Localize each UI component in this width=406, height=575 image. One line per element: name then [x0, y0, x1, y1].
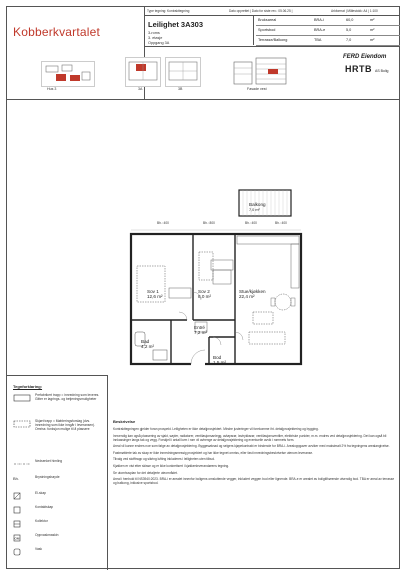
description-paragraph: Areal vil kunne endres noe som følge av detaljprosjektering. Byggesøknad og selgers kjøpekontrakt er bindende for BRA-i. Arealoppgaver avviker med maksimalt 2% fra tegningens arealangivelse. [113, 444, 390, 449]
apartment-floor: 3. etasje [148, 36, 163, 40]
dashed-outline-icon [13, 420, 31, 428]
description-title: Beskrivelse [113, 419, 136, 424]
legend-item: Skjørt trapp = Møbleringsforslag (dvs. innredning som ikke inngår i leveransen). Omriss: funksjon mulige til å plassere [13, 420, 103, 450]
sill-height: Bh.: 800 [203, 221, 215, 225]
floor-key-3b [165, 57, 201, 87]
area-row: Bruksareal BRA-i 60,0 m² [256, 16, 400, 26]
description-paragraph: Se utomhusplan for det detaljerte uteområdet. [113, 470, 178, 475]
legend-item: OM Oppvaskmaskin [14, 533, 59, 541]
facade-key [229, 53, 293, 87]
facade-icon [230, 54, 292, 86]
legend-item: Prefabrikert trapp = innredning som leveres. Gitter er lagrings- og betjeningsmuligheter [13, 394, 103, 416]
description [113, 419, 395, 488]
description-paragraph: Innvendig kan også plassering av sjakt, søyler, radiatorer, ventilasjonsanlegg, avløpsrør, lavtrykksrør, ventilasjonsventiler, elektriske punkter, m.m. endres ved detaljprosjektering. Det kan også bli innkassinger langs tak og vegg. Forskjell i antall kvm i rom vil avhenge av detaljprosjektering og eventuelle avvik i rommets form. [113, 433, 387, 442]
brand-logo: Kobberkvartalet [13, 25, 101, 39]
dishwasher-icon [13, 534, 31, 542]
room-label-bad: Bad 4,2 m² [141, 339, 155, 350]
room-label-sov2: Sov 2 8,0 m² [198, 289, 212, 300]
description-paragraph: Fastmøblerte tak av skap er ikke innredningsmessig prosjektert og har ikke tegnet omriss, eller fast innredningsbeskrivelse utenom leveranse. [113, 450, 314, 455]
legend-item: Kollektor [13, 520, 103, 530]
room-label-balkong: Balkong 7,0 m² [249, 202, 266, 213]
sill-height-symbol: Bh. [13, 476, 20, 481]
site-plan-thumb [41, 61, 95, 87]
floor-key-3a [125, 57, 161, 87]
description-paragraph: Kontrakttegningen gjelder foran prospekt. Leiligheten er ikke detaljprosjektert. Mindre justeringer vil forekomme iht. detaljprosjektering og bygging. [113, 427, 319, 431]
apartment-stair: Oppgang 3A [148, 41, 170, 45]
ferd-logo: FERD Eiendom [343, 54, 387, 60]
sill-height: Bh.: 400 [157, 221, 169, 225]
electric-cabinet-icon [13, 492, 31, 500]
floor-key-icon [126, 58, 160, 86]
lowered-ceiling-icon [13, 460, 31, 468]
area-row: Sportsbod BRA-e 5,0 m² [256, 26, 400, 36]
legend-item: El-skap [13, 492, 103, 502]
sill-height: Bh.: 400 [275, 221, 287, 225]
solid-outline-icon [13, 394, 31, 402]
divider [253, 15, 254, 45]
legend-item: Bh. Brystningshøyde [13, 476, 103, 486]
title-block [7, 7, 399, 100]
thumb-label: Fasade vest [247, 87, 267, 91]
room-label-stue: Stue/kjøkken 22,4 m² [239, 289, 266, 300]
collector-icon [13, 520, 31, 528]
thumb-label: Hus 3 [47, 87, 57, 91]
thumb-label: 3B [178, 87, 183, 91]
hrtb-logo: HRTB AS Bolig [345, 64, 389, 74]
apartment-title: Leilighet 3A303 [148, 20, 204, 29]
description-paragraph: Tilvalg ved stofftrapp og sikring lufting inkluderes i leiligheten uten tilbud. [113, 457, 215, 462]
contact-cabinet-icon [13, 506, 31, 514]
sill-height: Bh.: 400 [245, 221, 257, 225]
document-frame [6, 6, 400, 569]
sink-icon [13, 548, 31, 556]
room-label-bod: Bod 1,5 m² [213, 355, 227, 366]
legend-item: Nedsenket himling [13, 460, 103, 470]
area-row: Terrasse/Balkong TBA 7,0 m² [256, 36, 400, 46]
svg-text:OM: OM [14, 536, 20, 541]
legend-item: Vask [13, 548, 103, 558]
room-label-sov1: Sov 1 12,6 m² [147, 289, 163, 300]
legend [7, 375, 108, 570]
drawing-type: Type tegning: Kontrakttegning [147, 9, 190, 13]
room-label-entre: Entré 7,2 m² [194, 325, 208, 336]
legend-title: Tegnforklaring: [13, 384, 43, 389]
apartment-rooms: 3-roms [148, 31, 160, 35]
floor-key-icon [166, 58, 200, 86]
divider [144, 46, 399, 47]
description-paragraph: Kjøkken er vist etter skisse og er ikke konkretisert i kjøkkenleverandørens tegning. [113, 463, 230, 468]
legend-item: Kontaktskap [13, 506, 103, 516]
site-plan-icon [42, 62, 94, 86]
sheet-format: Arkformat | Målestokk: A4 | 1:100 [331, 9, 378, 13]
revision-date: Dato opprettet | Dato for siste rev.: 05.06.25 | [229, 9, 293, 13]
description-paragraph: Areal i henhold til NS3940:2023. BRA-i er arealet innenfor boligens omsluttende vegger, inkludert veggen bod eller lignende. BRA-e er arealet av boligtilhørende utvendig bod. TBA er areal av terrasse og balkong, inklusive sportsbod. [113, 477, 395, 486]
thumb-label: 3A [138, 87, 143, 91]
